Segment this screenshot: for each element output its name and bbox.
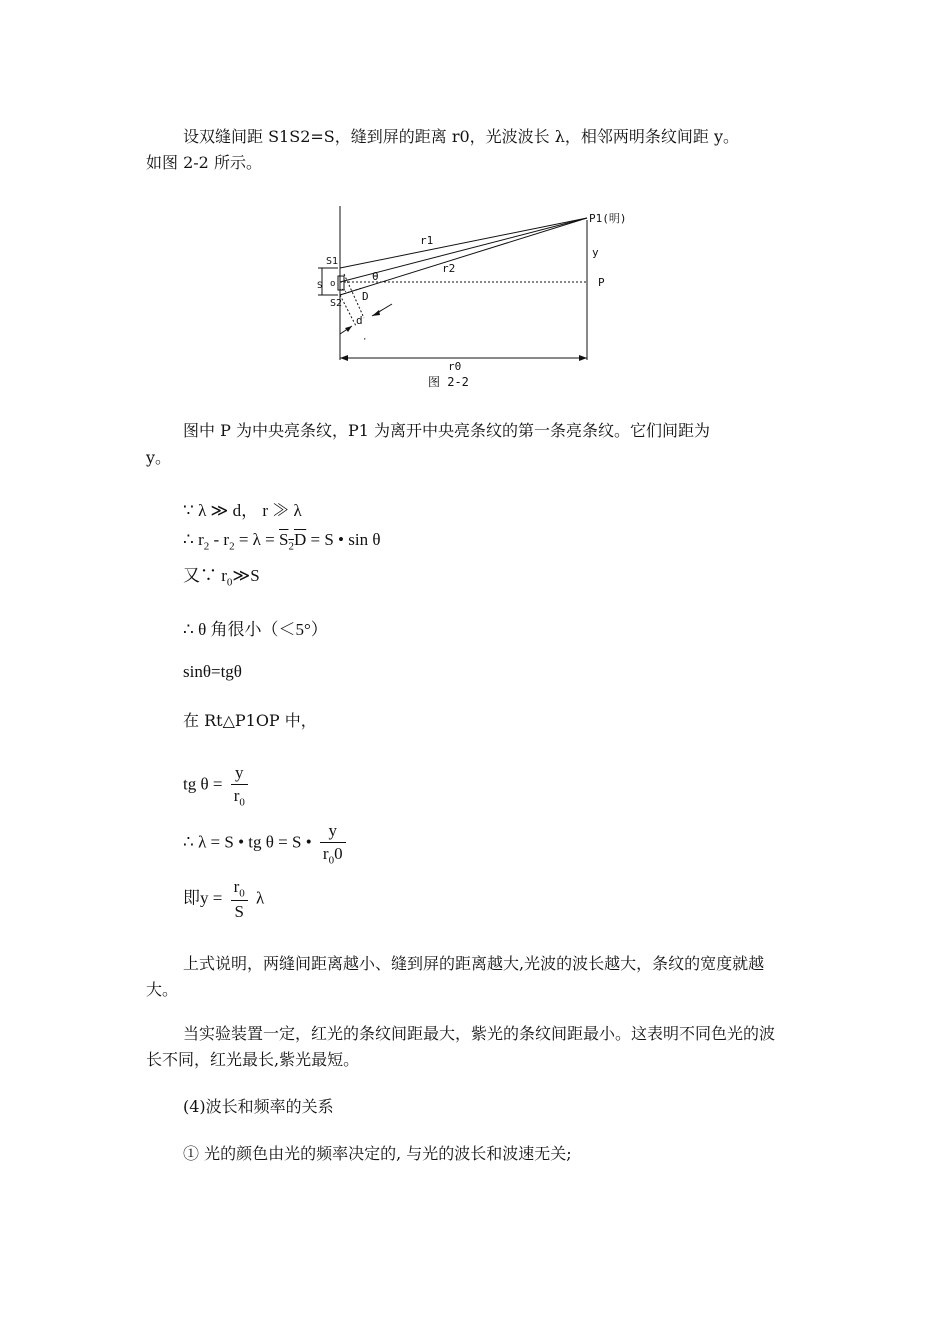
- eq-sin-tg: sinθ=tgθ: [183, 662, 242, 681]
- label-o: o: [330, 279, 336, 289]
- conclusion-p2-line-2: 长不同，红光最长,紫光最短。: [146, 1050, 360, 1069]
- ray-r2: [340, 218, 587, 295]
- explain-line-1: 图中 P 为中央亮条纹，P1 为离开中央亮条纹的第一条亮条纹。它们间距为: [183, 421, 710, 440]
- conclusion-p1-line-2: 大。: [146, 980, 179, 999]
- dashed-d1: [340, 295, 356, 326]
- label-s-gap: S: [317, 281, 323, 291]
- intro-line-2: 如图 2-2 所示。: [146, 153, 262, 172]
- label-d-upper: D: [362, 290, 369, 303]
- slit-box: [338, 276, 344, 290]
- label-r0: r0: [448, 360, 462, 373]
- figure-caption: 图 2-2: [428, 375, 469, 389]
- label-r1: r1: [420, 234, 434, 247]
- eq-triangle: 在 Rt△P1OP 中，: [183, 711, 317, 730]
- list-item-1: ① 光的颜色由光的频率决定的, 与光的波长和波速无关;: [183, 1144, 572, 1163]
- label-theta: θ: [372, 270, 379, 283]
- label-p1: P1(明): [589, 212, 627, 225]
- label-dot: ·: [362, 335, 368, 345]
- label-s2: S2: [330, 298, 343, 309]
- eq-ji-y: 即y = $\frac{r_0}{S}$ λ: [183, 877, 265, 922]
- eq-small-angle: ∴ θ 角很小（＜5°）: [183, 620, 328, 639]
- label-y: y: [592, 246, 599, 259]
- eq-also: 又∵ $r_0≫S$: [183, 566, 260, 589]
- intro-line-1: 设双缝间距 S1S2=S，缝到屏的距离 r0，光波波长 λ，相邻两明条纹间距 y。: [183, 127, 740, 146]
- label-p: P: [598, 276, 605, 289]
- conclusion-p2-line-1: 当实验装置一定，红光的条纹间距最大，紫光的条纹间距最小。这表明不同色光的波: [183, 1024, 776, 1043]
- eq-because: ∵ λ ≫ d， r ≫ λ: [183, 501, 302, 520]
- double-slit-diagram: [300, 198, 680, 394]
- label-d-lower: d: [356, 314, 363, 327]
- label-s1: S1: [326, 256, 339, 267]
- ray-r1: [340, 218, 587, 268]
- eq-tg: tg θ = $\frac{y}{r_0}$: [183, 763, 252, 808]
- explain-line-2: y。: [146, 448, 172, 467]
- eq-lambda: ∴ λ = S • tg θ = S • $\frac{y}{r_00}$: [183, 821, 350, 866]
- section-heading: (4)波长和频率的关系: [183, 1097, 334, 1116]
- label-r2: r2: [442, 262, 456, 275]
- eq-path-difference: ∴ $r_2 - r_2 = \lambda = S_2D = S$ • sin θ: [183, 530, 381, 553]
- conclusion-p1-line-1: 上式说明，两缝间距离越小、缝到屏的距离越大,光波的波长越大，条纹的宽度就越: [183, 954, 765, 973]
